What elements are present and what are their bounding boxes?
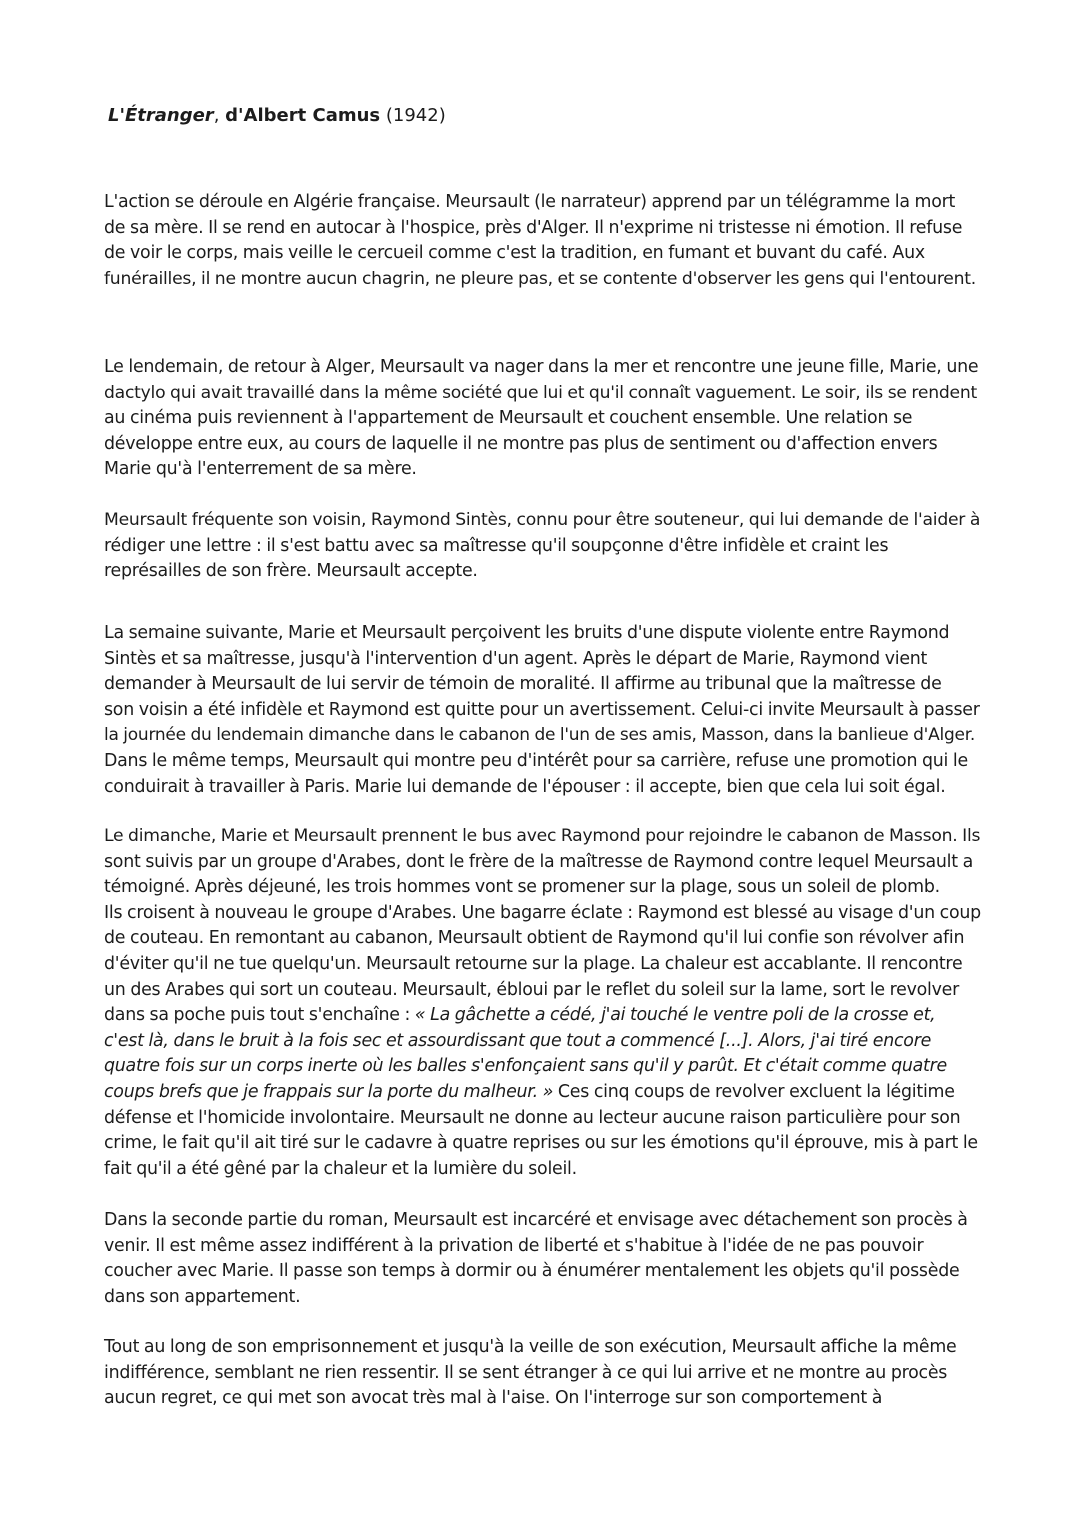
paragraph-3 <box>104 508 982 585</box>
text-line: Dans le même temps, Meursault qui montre peu d'intérêt pour sa carrière, refuse une promotion qui le <box>104 750 968 771</box>
document-title <box>108 104 446 128</box>
text-line: conduirait à travailler à Paris. Marie lui demande de l'épouser : il accepte, bien que cela lui soit égal. <box>104 776 946 797</box>
text-line: au cinéma puis reviennent à l'appartement de Meursault et couchent ensemble. Une relation se <box>104 408 913 429</box>
text-line: indifférence, semblant ne rien ressentir. Il se sent étranger à ce qui lui arrive et ne montre au procès <box>104 1362 948 1383</box>
text-line: fait qu'il a été gêné par la chaleur et la lumière du soleil. <box>104 1158 577 1179</box>
quotation: coups brefs que je frappais sur la porte du malheur. » <box>104 1081 554 1102</box>
paragraph-1 <box>104 190 982 292</box>
text-line: développe entre eux, au cours de laquelle il ne montre pas plus de sentiment ou d'affection envers <box>104 433 938 454</box>
text-line-tail: Ces cinq coups de revolver excluent la légitime <box>553 1081 955 1102</box>
text-line: son voisin a été infidèle et Raymond est quitte pour un avertissement. Celui-ci invite Meursault à passer <box>104 699 980 720</box>
text-line: Dans la seconde partie du roman, Meursault est incarcéré et envisage avec détachement son procès à <box>104 1210 968 1230</box>
text-line <box>104 1003 982 1029</box>
text-line: d'éviter qu'il ne tue quelqu'un. Meursault retourne sur la plage. La chaleur est accablante. Il rencontre <box>104 953 963 974</box>
quotation: c'est là, dans le bruit à la fois sec et assourdissant que tout a commencé [...]. Alors, j'ai tiré encore <box>104 1030 932 1051</box>
paragraph-2 <box>104 355 982 483</box>
text-line: Marie qu'à l'enterrement de sa mère. <box>104 459 417 480</box>
title-separator: , <box>213 105 226 126</box>
text-line: Sintès et sa maîtresse, jusqu'à l'intervention d'un agent. Après le départ de Marie, Raymond vient <box>104 648 928 669</box>
author-name: d'Albert Camus <box>225 105 381 126</box>
text-line: aucun regret, ce qui met son avocat très mal à l'aise. On l'interroge sur son comportement à <box>104 1388 883 1409</box>
book-title: L'Étranger <box>108 105 214 126</box>
text-line <box>104 1080 982 1106</box>
text-line: Le lendemain, de retour à Alger, Meursault va nager dans la mer et rencontre une jeune fille, Marie, une <box>104 357 979 377</box>
text-line: dactylo qui avait travaillé dans la même société que lui et qu'il connaît vaguement. Le soir, ils se rendent <box>104 382 977 403</box>
text-line: de couteau. En remontant au cabanon, Meursault obtient de Raymond qu'il lui confie son révolver afin <box>104 928 965 949</box>
text-line: Le dimanche, Marie et Meursault prennent le bus avec Raymond pour rejoindre le cabanon de Masson. Ils <box>104 826 981 846</box>
quotation: quatre fois sur un corps inerte où les balles s'enfonçaient sans qu'il y parût. Et c'était comme quatre <box>104 1056 947 1077</box>
text-line: L'action se déroule en Algérie française. Meursault (le narrateur) apprend par un télégramme la mort <box>104 192 956 212</box>
text-line: de voir le corps, mais veille le cercueil comme c'est la tradition, en fumant et buvant du café. Aux <box>104 243 925 264</box>
text-line: demander à Meursault de lui servir de témoin de moralité. Il affirme au tribunal que la maîtresse de <box>104 674 942 695</box>
text-line: crime, le fait qu'il ait tiré sur le cadavre à quatre reprises ou sur les émotions qu'il éprouve, mis à part le <box>104 1133 978 1154</box>
text-line: Meursault fréquente son voisin, Raymond Sintès, connu pour être souteneur, qui lui demande de l'aider à <box>104 510 981 530</box>
paragraph-7 <box>104 1335 982 1412</box>
text-line: dans son appartement. <box>104 1286 301 1307</box>
text-line: funérailles, il ne montre aucun chagrin, ne pleure pas, et se contente d'observer les gens qui l'entourent. <box>104 268 976 289</box>
text-line: témoigné. Après déjeuné, les trois hommes vont se promener sur la plage, sous un soleil de plomb. <box>104 877 940 898</box>
paragraph-4 <box>104 621 982 800</box>
text-line: rédiger une lettre : il s'est battu avec sa maîtresse qu'il soupçonne d'être infidèle et craint les <box>104 535 889 556</box>
quote-intro: dans sa poche puis tout s'enchaîne : <box>104 1005 415 1026</box>
text-line: venir. Il est même assez indifférent à la privation de liberté et s'habitue à l'idée de ne pas pouvoir <box>104 1235 924 1256</box>
text-line: Tout au long de son emprisonnement et jusqu'à la veille de son exécution, Meursault affiche la même <box>104 1337 957 1357</box>
paragraph-5 <box>104 824 982 1182</box>
text-line: coucher avec Marie. Il passe son temps à dormir ou à énumérer mentalement les objets qu'il possède <box>104 1261 960 1282</box>
text-line: sont suivis par un groupe d'Arabes, dont le frère de la maîtresse de Raymond contre lequel Meursault a <box>104 851 974 872</box>
text-line: défense et l'homicide involontaire. Meursault ne donne au lecteur aucune raison particulière pour son <box>104 1107 961 1128</box>
publication-year: (1942) <box>385 105 446 126</box>
text-line: Ils croisent à nouveau le groupe d'Arabes. Une bagarre éclate : Raymond est blessé au visage d'un coup <box>104 902 981 923</box>
text-line: un des Arabes qui sort un couteau. Meursault, ébloui par le reflet du soleil sur la lame, sort le revolver <box>104 979 960 1000</box>
text-line: représailles de son frère. Meursault accepte. <box>104 561 478 582</box>
text-line: la journée du lendemain dimanche dans le cabanon de l'un de ses amis, Masson, dans la banlieue d'Alger. <box>104 725 976 746</box>
text-line: de sa mère. Il se rend en autocar à l'hospice, près d'Alger. Il n'exprime ni tristesse ni émotion. Il refuse <box>104 217 963 238</box>
quotation: « La gâchette a cédé, j'ai touché le ventre poli de la crosse et, <box>414 1005 936 1026</box>
text-line: La semaine suivante, Marie et Meursault perçoivent les bruits d'une dispute violente entre Raymond <box>104 623 950 643</box>
paragraph-6 <box>104 1208 982 1310</box>
